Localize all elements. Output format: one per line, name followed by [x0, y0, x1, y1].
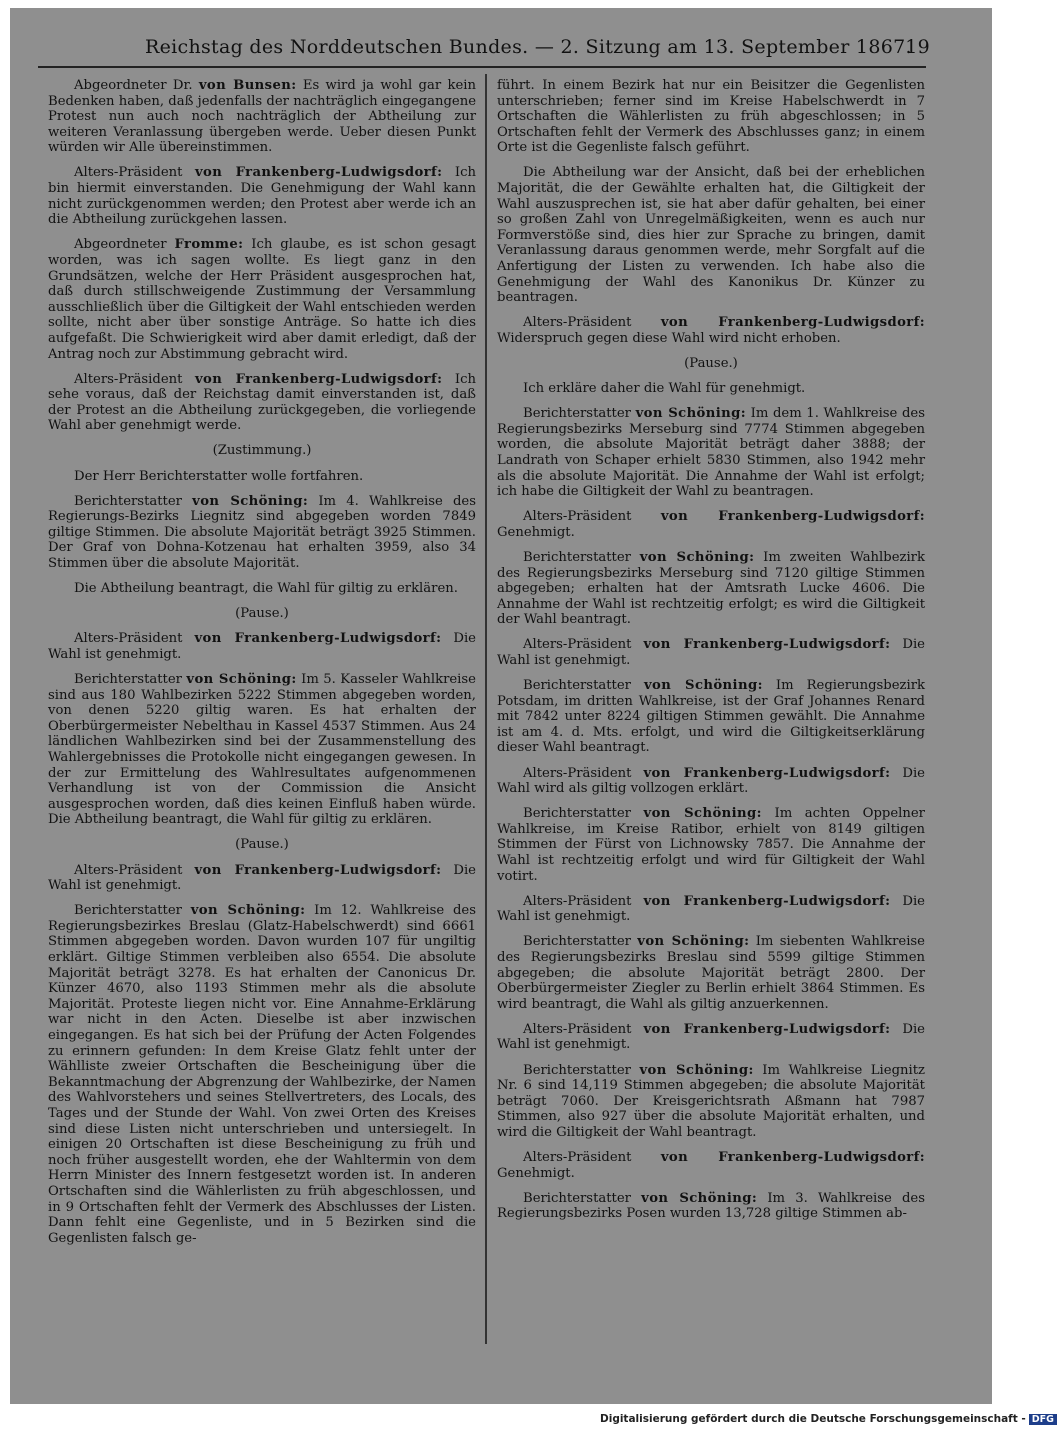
paragraph	[497, 550, 925, 628]
paragraph	[48, 237, 476, 362]
paragraph	[48, 372, 476, 434]
speaker-role: Berichterstatter	[523, 1190, 631, 1206]
paragraph-text: Der Herr Berichterstatter wolle fortfahren.	[74, 468, 364, 484]
paragraph-text: Die Wahl ist genehmigt.	[48, 631, 476, 662]
funding-text: Digitalisierung gefördert durch die Deutsche Forschungsgemeinschaft -	[600, 1413, 1026, 1425]
speaker-role: Berichterstatter	[74, 672, 182, 687]
speaker-name: von Frankenberg-Ludwigsdorf:	[194, 631, 442, 647]
speaker-name: von Schöning:	[635, 406, 747, 422]
paragraph-text: Im siebenten Wahlkreise des Regierungsbezirks Breslau sind 5599 giltige Stimmen abgegeben; die absolute Majorität beträgt 2800. Der Oberbürgermeister Ziegler zu Berlin erhielt 3864 Stimmen. Es wird beantragt, die Wahl als giltig anzuerkennen.	[497, 934, 925, 1012]
paragraph	[497, 1150, 925, 1181]
paragraph-text: Die Wahl ist genehmigt.	[497, 893, 925, 925]
paragraph	[48, 581, 476, 597]
stage-direction: (Pause.)	[235, 606, 289, 622]
paragraph-text: führt. In einem Bezirk hat nur ein Beisitzer die Gegenlisten unterschrieben; ferner sind im Kreise Habelschwerdt in 7 Ortschaften die Wählerlisten zu früh abgeschlossen; in 5 Ortschaften fehlt der Vermerk des Abschlusses ganz; in einem Orte ist die Gegenliste falsch geführt.	[497, 78, 925, 156]
paragraph	[497, 78, 925, 156]
speaker-role: Berichterstatter	[523, 406, 631, 422]
stage-direction: (Pause.)	[235, 837, 289, 853]
column-divider	[485, 74, 487, 1344]
speaker-role: Alters-Präsident	[523, 509, 632, 525]
paragraph	[497, 1191, 925, 1222]
paragraph	[48, 469, 476, 485]
speaker-role: Berichterstatter	[523, 934, 631, 950]
speaker-name: von Schöning:	[643, 806, 762, 822]
paragraph-text: Genehmigt.	[497, 1165, 575, 1181]
paragraph	[497, 509, 925, 540]
speaker-role: Alters-Präsident	[74, 862, 183, 878]
paragraph-text: Widerspruch gegen diese Wahl wird nicht erhoben.	[497, 330, 841, 346]
speaker-name: von Frankenberg-Ludwigsdorf:	[194, 165, 443, 181]
paragraph-text: Die Abtheilung war der Ansicht, daß bei der erheblichen Majorität, die der Gewählte erhalten hat, die Giltigkeit der Wahl auszusprechen ist, sie hat aber dafür gehalten, bei einer so großen Zahl von Unregelmäßigkeiten, wenn es auch nur Formverstöße sind, dies hier zur Sprache zu bringen, damit Veranlassung daraus genommen werde, mehr Sorgfalt auf die Anfertigung der Listen zu verwenden. Ich habe also die Genehmigung der Wahl des Kanonikus Dr. Künzer zu beantragen.	[497, 165, 925, 306]
paragraph-text: Die Wahl wird als giltig vollzogen erklärt.	[497, 765, 925, 797]
paragraph	[48, 631, 476, 662]
speaker-role: Alters-Präsident	[74, 371, 183, 387]
paragraph	[497, 381, 925, 397]
paragraph	[497, 315, 925, 346]
paragraph	[497, 766, 925, 797]
speaker-role: Alters-Präsident	[523, 1021, 632, 1037]
speaker-name: von Frankenberg-Ludwigsdorf:	[660, 509, 925, 525]
paragraph-text: Die Abtheilung beantragt, die Wahl für giltig zu erklären.	[74, 581, 458, 597]
speaker-name: von Frankenberg-Ludwigsdorf:	[643, 1021, 891, 1037]
paragraph	[497, 406, 925, 500]
paragraph	[497, 637, 925, 668]
paragraph	[497, 894, 925, 925]
dfg-logo: DFG	[1029, 1414, 1057, 1425]
paragraph-text: Ich bin hiermit einverstanden. Die Genehmigung der Wahl kann nicht zurückgenommen werden; den Protest aber werde ich an die Abtheilung zurückgehen lassen.	[48, 165, 476, 228]
paragraph-text: Im zweiten Wahlbezirk des Regierungsbezirks Merseburg sind 7120 giltige Stimmen abgegeben; erhalten hat der Amtsrath Lucke 4606. Die Annahme der Wahl ist rechtzeitig erfolgt; es wird die Giltigkeit der Wahl beantragt.	[497, 549, 925, 628]
stage-direction: (Zustimmung.)	[212, 443, 312, 459]
speaker-name: von Schöning:	[186, 672, 297, 687]
paragraph	[497, 934, 925, 1012]
speaker-role: Alters-Präsident	[74, 165, 183, 181]
speaker-role: Alters-Präsident	[523, 1150, 632, 1166]
speaker-role: Berichterstatter	[523, 549, 631, 565]
paragraph-text: Die Wahl ist genehmigt.	[497, 1021, 925, 1053]
speaker-name: von Frankenberg-Ludwigsdorf:	[643, 893, 891, 909]
speaker-role: Alters-Präsident	[523, 893, 632, 909]
speaker-name: von Schöning:	[192, 493, 309, 509]
speaker-name: von Frankenberg-Ludwigsdorf:	[660, 1150, 925, 1166]
speaker-role: Alters-Präsident	[523, 637, 632, 653]
paragraph	[48, 494, 476, 572]
speaker-name: von Frankenberg-Ludwigsdorf:	[194, 862, 442, 878]
speaker-role: Berichterstatter	[74, 903, 182, 919]
funding-footer	[600, 1413, 1054, 1429]
speaker-name: von Frankenberg-Ludwigsdorf:	[194, 371, 443, 387]
paragraph-text: Ich glaube, es ist schon gesagt worden, was ich sagen wollte. Es liegt ganz in den Grundsätzen, welche der Herr Präsident ausgesprochen hat, daß durch stillschweigende Zustimmung der Versammlung ausschließlich über die Giltigkeit der Wahl entschieden werden sollte, nicht aber über sonstige Anträge. So hatte ich dies aufgefaßt. Die Schwierigkeit wird aber damit erledigt, daß der Antrag noch zur Abstimmung gebracht wird.	[48, 237, 476, 362]
speaker-role: Berichterstatter	[523, 678, 631, 694]
speaker-role: Berichterstatter	[523, 1062, 631, 1078]
paragraph	[48, 903, 476, 1246]
paragraph	[497, 806, 925, 884]
paragraph-text: Ich sehe voraus, daß der Reichstag damit einverstanden ist, daß der Protest an die Abtheilung zurückgegeben, die vorliegende Wahl aber genehmigt werde.	[48, 371, 476, 434]
right-column	[497, 78, 925, 1348]
paragraph-text: Es wird ja wohl gar kein Bedenken haben, daß jedenfalls der nachträglich eingegangene Protest nun auch noch nachträglich der Abtheilung zur weiteren Veranlassung übergeben werde. Ueber diesen Punkt würden wir Alle übereinstimmen.	[48, 78, 476, 156]
paragraph	[497, 1063, 925, 1141]
left-column	[48, 78, 476, 1348]
running-title: Reichstag des Norddeutschen Bundes. — 2. Sitzung am 13. September 1867.	[145, 36, 912, 58]
paragraph-text: Im Wahlkreise Liegnitz Nr. 6 sind 14,119 Stimmen abgegeben; die absolute Majorität beträgt 7060. Der Kreisgerichtsrath Aßmann hat 7987 Stimmen, also 927 über die absolute Majorität erhalten, und wird die Giltigkeit der Wahl beantragt.	[497, 1062, 925, 1140]
paragraph	[497, 165, 925, 305]
speaker-name: von Bunsen:	[198, 78, 297, 93]
paragraph	[48, 78, 476, 156]
speaker-role: Abgeordneter Dr.	[74, 78, 193, 93]
speaker-role: Berichterstatter	[523, 806, 631, 822]
paragraph-text: Im 3. Wahlkreise des Regierungsbezirks Posen wurden 13,728 giltige Stimmen ab-	[497, 1190, 925, 1222]
paragraph-text: Im dem 1. Wahlkreise des Regierungsbezirks Merseburg sind 7774 Stimmen abgegeben worden, die absolute Majorität beträgt daher 3888; der Landrath von Schaper erhielt 5830 Stimmen, also 1942 mehr als die absolute Majorität. Die Annahme der Wahl ist erfolgt; ich habe die Giltigkeit der Wahl zu beantragen.	[497, 406, 925, 500]
paragraph	[48, 165, 476, 227]
speaker-name: von Schöning:	[637, 934, 750, 950]
speaker-role: Alters-Präsident	[74, 631, 183, 647]
speaker-name: von Frankenberg-Ludwigsdorf:	[660, 315, 925, 331]
speaker-name: von Frankenberg-Ludwigsdorf:	[643, 637, 891, 653]
paragraph-text: Im 5. Kasseler Wahlkreise sind aus 180 Wahlbezirken 5222 Stimmen abgegeben worden, von denen 5220 giltig waren. Es hat erhalten der Oberbürgermeister Nebelthau in Kassel 4537 Stimmen. Aus 24 ländlichen Wahlbezirken sind bei der Zusammenstellung des Wahlergebnisses die Protokolle nicht eingegangen gewesen. In der zur Ermittelung des Wahlresultates aufgenommenen Verhandlung ist von der Commission die Ansicht ausgesprochen worden, daß dies keinen Einfluß haben würde. Die Abtheilung beantragt, die Wahl für giltig zu erklären.	[48, 672, 476, 828]
page-number: 19	[905, 36, 930, 58]
speaker-name: von Schöning:	[643, 678, 763, 694]
paragraph-text: Ich erkläre daher die Wahl für genehmigt.	[523, 381, 806, 397]
speaker-role: Alters-Präsident	[523, 315, 632, 331]
paragraph-text: Die Wahl ist genehmigt.	[48, 862, 476, 894]
paragraph-text: Im achten Oppelner Wahlkreise, im Kreise Ratibor, erhielt von 8149 giltigen Stimmen der Fürst von Lichnowsky 7857. Die Annahme der Wahl ist rechtzeitig erfolgt und wird für Giltigkeit der Wahl votirt.	[497, 806, 925, 884]
paragraph-text: Genehmigt.	[497, 524, 575, 540]
speaker-name: von Schöning:	[190, 903, 306, 919]
paragraph-text: Im 4. Wahlkreise des Regierungs-Bezirks Liegnitz sind abgegeben worden 7849 giltige Stimmen. Die absolute Majorität beträgt 3925 Stimmen. Der Graf von Dohna-Kotzenau hat erhalten 3959, also 34 Stimmen über die absolute Majorität.	[48, 493, 476, 572]
header-rule	[38, 66, 926, 68]
paragraph	[497, 678, 925, 756]
paragraph-text: Im Regierungsbezirk Potsdam, im dritten Wahlkreise, ist der Graf Johannes Renard mit 7842 unter 8224 giltigen Stimmen gewählt. Die Annahme ist am 4. d. Mts. erfolgt, und wird die Giltigkeitserklärung dieser Wahl beantragt.	[497, 678, 925, 756]
speaker-name: von Schöning:	[641, 1190, 758, 1206]
page-header	[40, 34, 940, 60]
speaker-name: von Schöning:	[639, 549, 755, 565]
stage-direction: (Pause.)	[684, 356, 738, 371]
paragraph-text: Die Wahl ist genehmigt.	[497, 637, 925, 668]
paragraph	[48, 672, 476, 828]
speaker-name: von Frankenberg-Ludwigsdorf:	[643, 765, 891, 781]
speaker-name: von Schöning:	[639, 1062, 754, 1078]
paragraph	[497, 1022, 925, 1053]
speaker-name: Fromme:	[174, 237, 244, 253]
paragraph-text: Im 12. Wahlkreise des Regierungsbezirkes Breslau (Glatz-Habelschwerdt) sind 6661 Stimmen abgegeben worden. Davon wurden 107 für ungiltig erklärt. Giltige Stimmen verbleiben also 6554. Die absolute Majorität beträgt 3278. Es hat erhalten der Canonicus Dr. Künzer 4670, also 1193 Stimmen mehr als die absolute Majorität. Proteste liegen nicht vor. Eine Annahme-Erklärung war nicht in den Acten. Dieselbe ist aber inzwischen eingegangen. Es hat sich bei der Prüfung der Acten Folgendes zu erinnern gefunden: In dem Kreise Glatz fehlt unter der Wählliste zweier Ortschaften die Bescheinigung über die Bekanntmachung der Abgrenzung der Wahlbezirke, der Namen des Wahlvorstehers und seines Stellvertreters, des Locals, des Tages und der Stunde der Wahl. Von zwei Orten des Kreises sind diese Listen nicht unterschrieben und untersiegelt. In einigen 20 Ortschaften ist diese Bescheinigung zu früh und noch früher ausgestellt worden, ehe der Wahltermin von dem Herrn Minister des Innern festgesetzt worden ist. In anderen Ortschaften sind die Wählerlisten zu früh abgeschlossen, und in 9 Ortschaften fehlt der Vermerk des Abschlusses der Listen. Dann fehlt eine Gegenliste, und in 5 Bezirken sind die Gegenlisten falsch ge-	[48, 903, 476, 1246]
speaker-role: Alters-Präsident	[523, 765, 632, 781]
speaker-role: Berichterstatter	[74, 493, 182, 509]
speaker-role: Abgeordneter	[74, 237, 167, 253]
paragraph	[48, 863, 476, 894]
